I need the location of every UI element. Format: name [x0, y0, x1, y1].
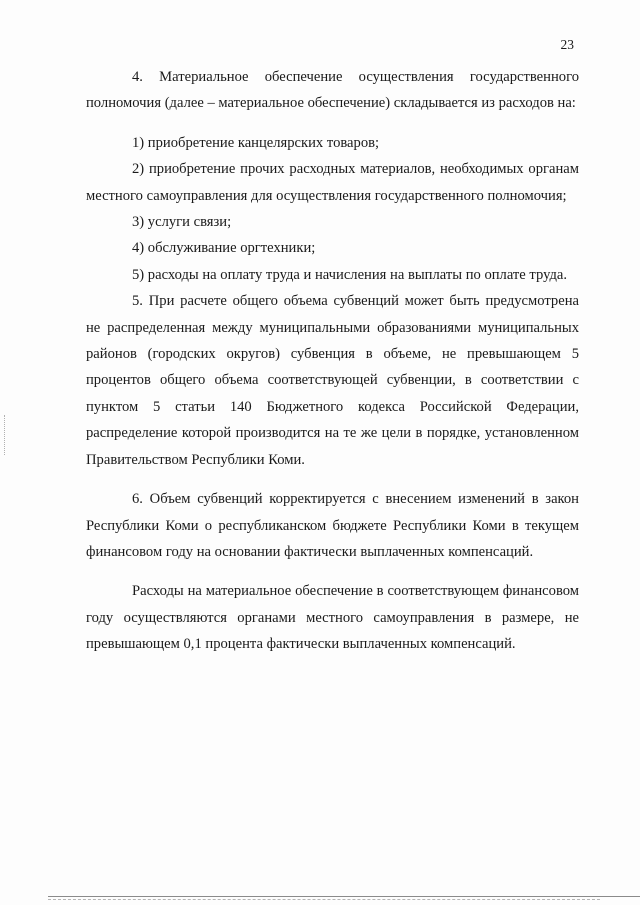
list-item-1: 1) приобретение канцелярских товаров; — [132, 134, 380, 151]
bottom-scan-line — [48, 896, 640, 897]
paragraph-item-6: 6. Объем субвенций корректируется с внесением изменений в закон Республики Коми о республиканском бюджете Республики Коми в текущем финансовом году на основании фактически выплаченных компенсаций. — [86, 491, 579, 560]
paragraph-item-5: 5. При расчете общего объема субвенций может быть предусмотрена не распределенная между муниципальными образованиями муниципальных районов (городских округов) субвенция в объеме, не превышающем 5 процентов общего объема соответствующей субвенции, в соответствии с пунктом 5 статьи 140 Бюджетного кодекса Российской Федерации, распределение которой производится на те же цели в порядке, установленном Правительством Республики Коми. — [86, 293, 579, 468]
paragraph-item-4: 4. Материальное обеспечение осуществления государственного полномочия (далее – материальное обеспечение) складывается из расходов на: — [86, 69, 579, 112]
list-item-5: 5) расходы на оплату труда и начисления на выплаты по оплате труда. — [132, 266, 568, 283]
page-number: 23 — [560, 37, 574, 52]
document-body — [86, 64, 579, 658]
scan-edge-marks — [4, 415, 7, 455]
paragraph-expenses: Расходы на материальное обеспечение в соответствующем финансовом году осуществляются органами местного самоуправления в размере, не превышающем 0,1 процента фактически выплаченных компенсаций. — [86, 583, 579, 653]
list-item-4: 4) обслуживание оргтехники; — [132, 240, 316, 257]
list-item-3: 3) услуги связи; — [132, 214, 232, 231]
list-item-2: 2) приобретение прочих расходных материалов, необходимых органам местного самоуправления для осуществления государственного полномочия; — [86, 161, 579, 204]
bottom-scan-line-dashed — [48, 899, 600, 900]
